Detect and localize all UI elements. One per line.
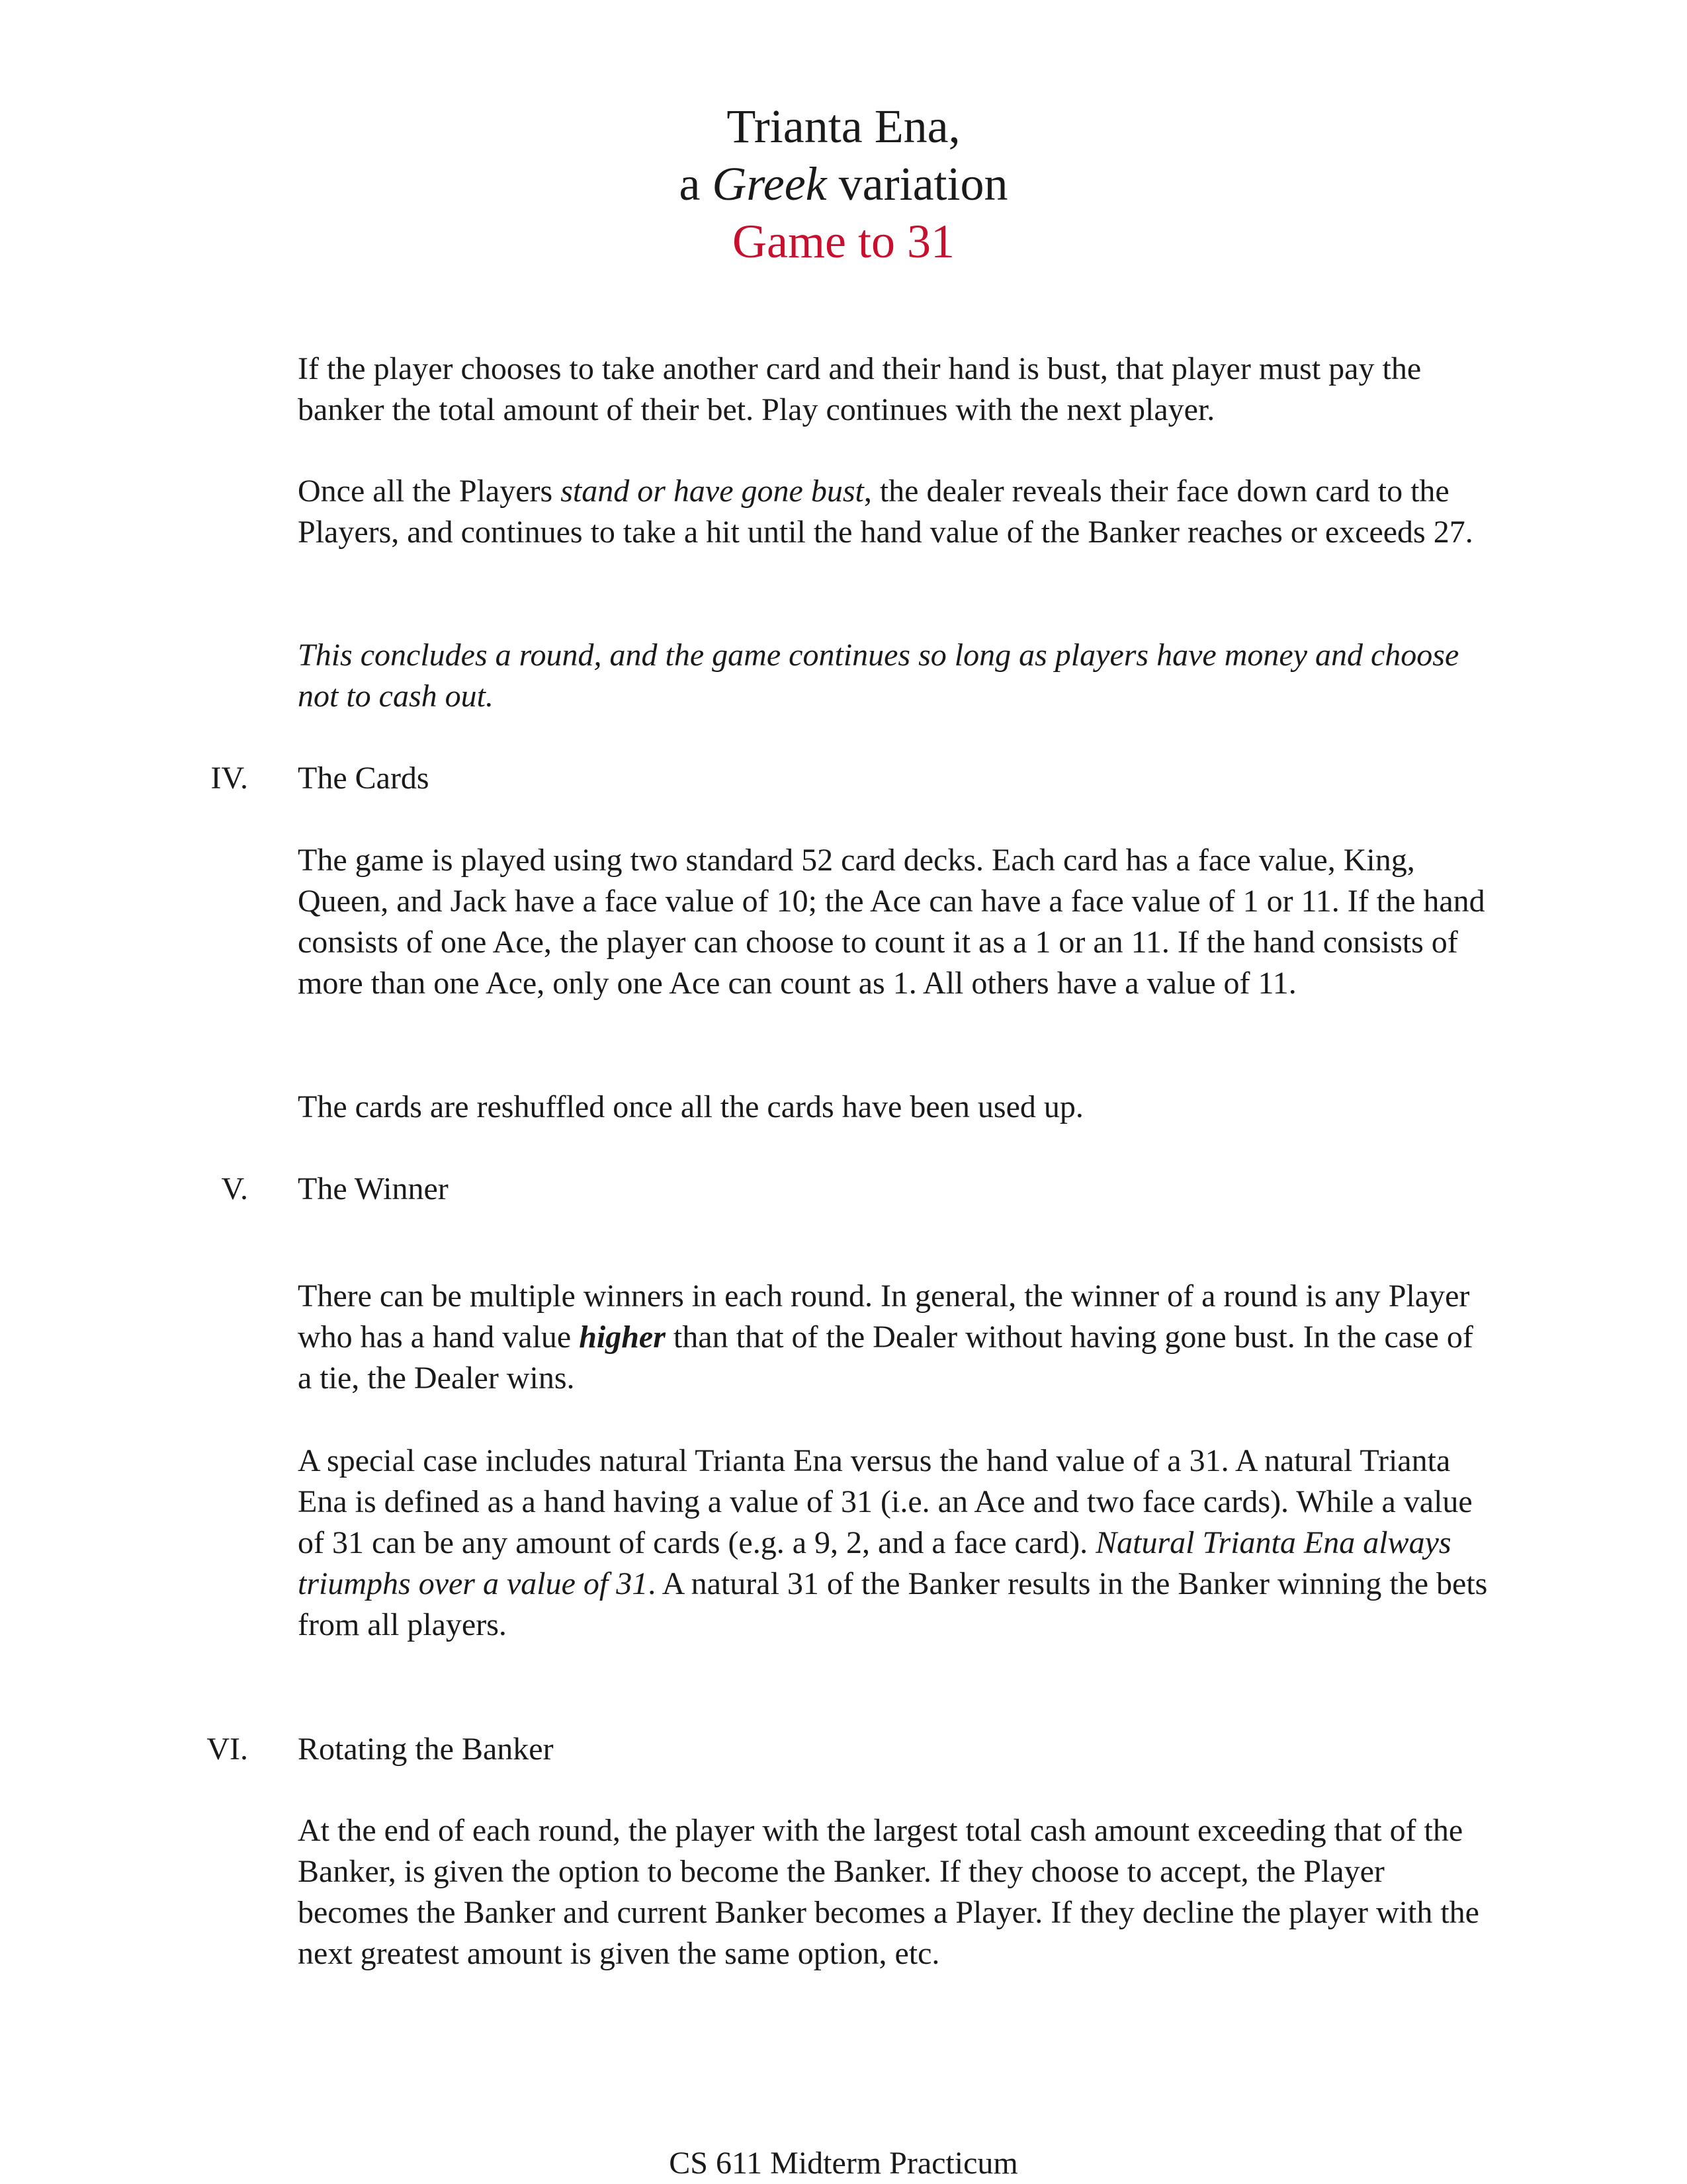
- section-v-p2-post: . A natural 31 of the Banker results in the Banker winning the bets from all players.: [298, 1566, 1488, 1642]
- title-line-2-post: variation: [826, 157, 1008, 210]
- section-iv-heading: The Cards: [298, 761, 429, 796]
- section-v-p1-pre: There can be multiple winners in each round. In general, the winner of a round is any Player who has a hand value: [298, 1279, 1470, 1355]
- section-v-p2-pre: A special case includes natural Trianta Ena versus the hand value of a 31. A natural Trianta Ena is defined as a hand having a value of 31 (i.e. an Ace and two face cards). While a value of 31 can be any amount of cards (e.g. a 9, 2, and a face card).: [298, 1443, 1473, 1560]
- section-v-paragraph-1: [298, 1276, 1489, 1399]
- section-iv-number: IV.: [210, 761, 248, 796]
- section-vi-heading: Rotating the Banker: [298, 1732, 554, 1767]
- title-line-2-pre: a: [679, 157, 713, 210]
- intro-p3-emphasis: This concludes a round, and the game continues so long as players have money and choose not to cash out.: [298, 638, 1459, 714]
- section-v-p1-strong: higher: [579, 1320, 666, 1355]
- title-line-2: [0, 155, 1687, 213]
- intro-p2-pre: Once all the Players: [298, 474, 561, 509]
- section-iv-paragraph-2: The cards are reshuffled once all the cards have been used up.: [298, 1089, 1084, 1124]
- title-line-1: Trianta Ena,: [726, 100, 961, 153]
- intro-paragraph-1: If the player chooses to take another card and their hand is bust, that player must pay the banker the total amount of their bet. Play continues with the next player.: [298, 351, 1422, 427]
- section-iv-paragraph-1: The game is played using two standard 52 card decks. Each card has a face value, King, Queen, and Jack have a face value of 10; the Ace can have a face value of 1 or 11. If the hand consists of one Ace, the player can choose to count it as a 1 or an 11. If the hand consists of more than one Ace, only one Ace can count as 1. All others have a value of 11.: [298, 843, 1485, 1001]
- section-v-paragraph-2: [298, 1441, 1489, 1646]
- intro-p2-post: , the dealer reveals their face down card to the Players, and continues to take a hit until the hand value of the Banker reaches or exceeds 27.: [298, 474, 1473, 550]
- section-vi-paragraph-1: At the end of each round, the player with the largest total cash amount exceeding that of the Banker, is given the option to become the Banker. If they choose to accept, the Player becomes the Banker and current Banker becomes a Player. If they decline the player with the next greatest amount is given the same option, etc.: [298, 1813, 1479, 1971]
- intro-paragraph-2: [298, 471, 1489, 553]
- title-line-2-emphasis: Greek: [712, 157, 827, 210]
- title-line-3: Game to 31: [732, 215, 955, 268]
- section-v-number: V.: [221, 1171, 248, 1206]
- page-footer: CS 611 Midterm Practicum: [669, 2146, 1018, 2181]
- document-title: [0, 98, 1687, 271]
- intro-paragraph-3: [298, 635, 1489, 717]
- section-vi-number: VI.: [206, 1732, 248, 1767]
- section-v-p2-emphasis: Natural Trianta Ena always triumphs over a value of 31: [298, 1525, 1451, 1601]
- intro-p2-emphasis: stand or have gone bust: [560, 474, 864, 509]
- section-v-p1-post: than that of the Dealer without having gone bust. In the case of a tie, the Dealer wins.: [298, 1320, 1473, 1396]
- section-v-heading: The Winner: [298, 1171, 449, 1206]
